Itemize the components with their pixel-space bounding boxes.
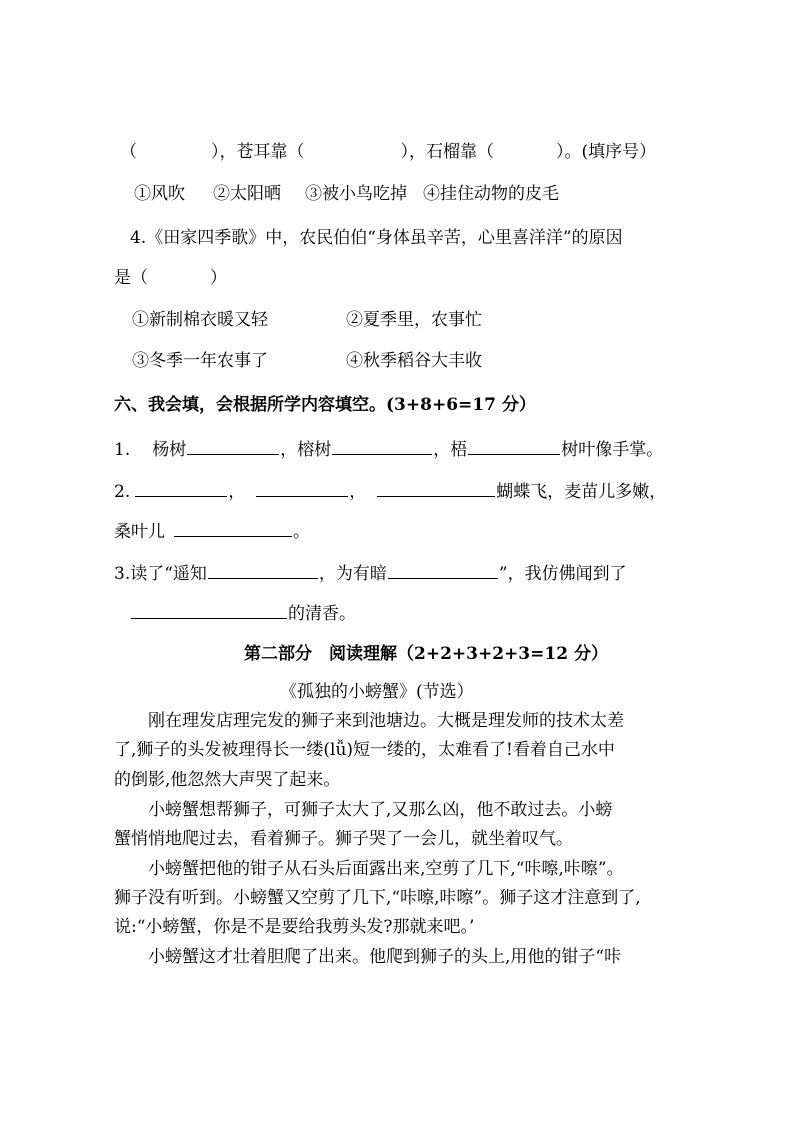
q4-line-1: 4.《田家四季歌》中，农民伯伯“身体虽辛苦，心里喜洋洋”的原因 bbox=[130, 228, 623, 248]
s6-q1 bbox=[114, 436, 663, 462]
passage-line-6: 小螃蟹把他的钳子从石头后面露出来,空剪了几下,“咔嚓,咔嚓”。 bbox=[148, 859, 624, 879]
q3-open-paren: （ bbox=[120, 142, 137, 162]
passage-line-8: 说:“小螃蟹，你是不是要给我剪头发?那就来吧。’ bbox=[114, 917, 475, 937]
s6-q1-blank-3[interactable] bbox=[468, 436, 560, 455]
passage-line-7: 狮子没有听到。小螃蟹又空剪了几下,“咔嚓,咔嚓”。狮子这才注意到了, bbox=[114, 888, 641, 908]
passage-line-4: 小螃蟹想帮狮子，可狮子太大了,又那么凶，他不敢过去。小螃 bbox=[148, 800, 613, 820]
s6-q1-num: 1. bbox=[114, 440, 131, 460]
passage-title: 《孤独的小螃蟹》(节选） bbox=[280, 682, 474, 702]
passage-line-5: 蟹悄悄地爬过去，看着狮子。狮子哭了一会儿，就坐着叹气。 bbox=[114, 829, 573, 849]
q3-text-3: ）。(填序号） bbox=[556, 142, 657, 162]
s6-q1-blank-2[interactable] bbox=[332, 436, 432, 455]
q3-text-1: ），苍耳靠（ bbox=[211, 142, 305, 162]
s6-q3-line-2 bbox=[130, 600, 356, 626]
q4-text-a: 是（ bbox=[114, 268, 148, 288]
q4-option-3: ③冬季一年农事了 bbox=[132, 351, 268, 371]
s6-q3-b: ，为有暗 bbox=[318, 564, 387, 584]
q4-option-2: ②夏季里，农事忙 bbox=[346, 310, 482, 330]
q3-option-4: ④挂住动物的皮毛 bbox=[423, 184, 559, 204]
section-6-heading: 六、我会填，会根据所学内容填空。(3+8+6=17 分） bbox=[114, 395, 536, 415]
s6-q1-a: 杨树 bbox=[152, 440, 187, 460]
s6-q2-blank-3[interactable] bbox=[377, 478, 495, 497]
passage-line-3: 的倒影,他忽然大声哭了起来。 bbox=[114, 770, 341, 790]
q4-text-b: ） bbox=[210, 268, 227, 288]
s6-q2-tail: 蝴蝶飞，麦苗儿多嫩， bbox=[496, 482, 667, 502]
s6-q2-end: 。 bbox=[293, 522, 310, 542]
s6-q1-d: 树叶像手掌。 bbox=[561, 440, 664, 460]
q4-option-1: ①新制棉衣暖又轻 bbox=[132, 310, 268, 330]
passage-line-9: 小螃蟹这才壮着胆爬了出来。他爬到狮子的头上,用他的钳子“咔 bbox=[148, 947, 622, 967]
s6-q2-comma-1: ， bbox=[228, 482, 246, 502]
q3-options bbox=[134, 182, 559, 206]
q3-blanks-line bbox=[120, 140, 656, 164]
s6-q2-blank-2[interactable] bbox=[256, 478, 348, 497]
s6-q2-line-1 bbox=[114, 478, 666, 504]
s6-q2-line2-text: 桑叶儿 bbox=[114, 522, 165, 542]
s6-q3-a: 3.读了“遥知 bbox=[114, 564, 207, 584]
passage-line-2: 了,狮子的头发被理得长一缕(lǚ)短一缕的，太难看了!看着自己水中 bbox=[114, 740, 615, 760]
s6-q3-blank-3[interactable] bbox=[131, 600, 287, 619]
s6-q1-blank-1[interactable] bbox=[187, 436, 279, 455]
s6-q2-line-2 bbox=[114, 518, 310, 544]
s6-q1-b: ，榕树 bbox=[280, 440, 332, 460]
q3-option-2: ②太阳晒 bbox=[213, 184, 281, 204]
s6-q2-blank-4[interactable] bbox=[174, 518, 292, 537]
s6-q1-c: ，梧 bbox=[433, 440, 468, 460]
q3-option-1: ①风吹 bbox=[134, 184, 185, 204]
passage-line-1: 刚在理发店理完发的狮子来到池塘边。大概是理发师的技术太差 bbox=[148, 711, 624, 731]
s6-q3-blank-2[interactable] bbox=[388, 560, 498, 579]
s6-q3-blank-1[interactable] bbox=[208, 560, 318, 579]
s6-q3-c: ”，我仿佛闻到了 bbox=[498, 564, 627, 584]
s6-q2-blank-1[interactable] bbox=[135, 478, 227, 497]
s6-q3-d: 的清香。 bbox=[288, 604, 356, 624]
q4-line-2 bbox=[114, 266, 227, 290]
part-2-heading: 第二部分 阅读理解（2+2+3+2+3=12 分） bbox=[244, 644, 608, 664]
q4-option-4: ④秋季稻谷大丰收 bbox=[346, 351, 482, 371]
s6-q3-line-1 bbox=[114, 560, 627, 586]
s6-q2-comma-2: ， bbox=[349, 482, 367, 502]
q3-option-3: ③被小鸟吃掉 bbox=[305, 184, 407, 204]
s6-q2-num: 2. bbox=[114, 482, 131, 502]
q3-text-2: ），石榴靠（ bbox=[400, 142, 494, 162]
